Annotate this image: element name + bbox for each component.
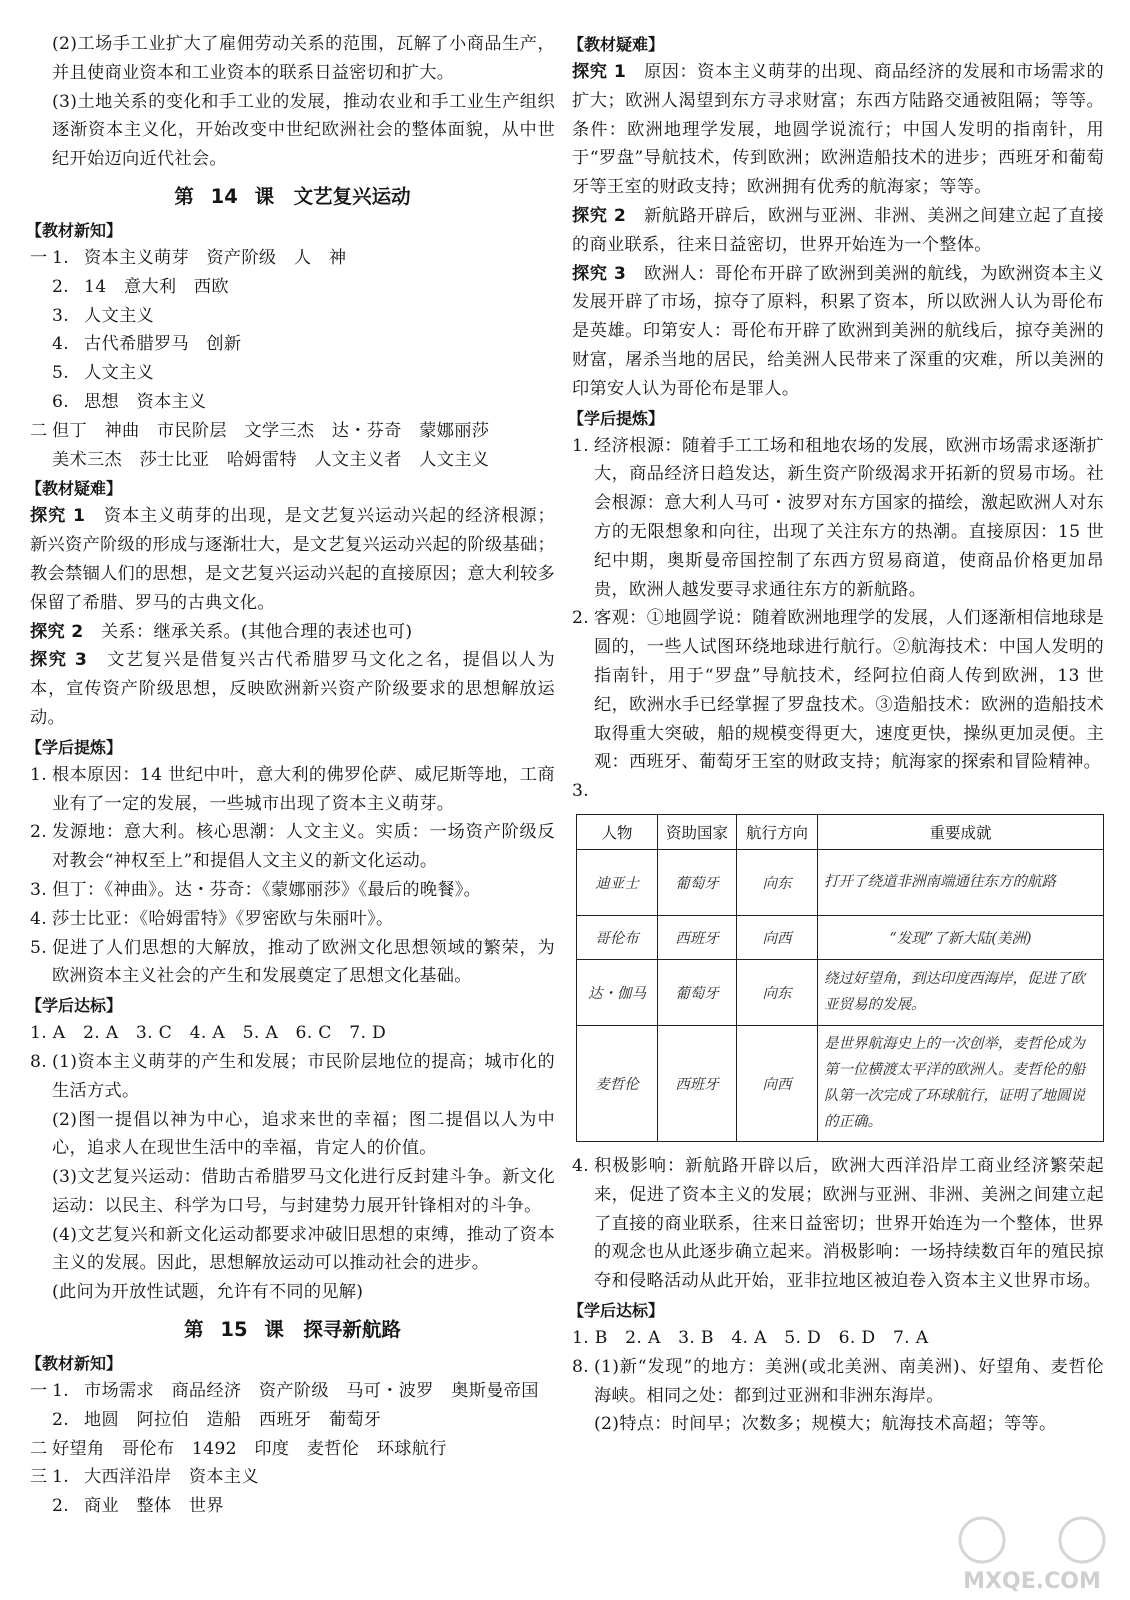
list-item: 一 1. 市场需求 商品经济 资产阶级 马可・波罗 奥斯曼帝国 (30, 1381, 539, 1402)
list-item: 三 1. 大西洋沿岸 资本主义 (30, 1467, 259, 1488)
list-item: 3. 人文主义 (52, 305, 154, 326)
answer-paragraph: (此问为开放性试题，允许有不同的见解) (52, 1282, 364, 1303)
left-column (26, 30, 555, 1521)
column-header: 重要成就 (818, 814, 1104, 849)
section-heading: 【教材疑难】 (568, 35, 665, 54)
list-item: 3. 但丁：《神曲》。达・芬奇：《蒙娜丽莎》《最后的晚餐》。 (30, 879, 482, 900)
right-column (568, 30, 1104, 1439)
list-item: 5. 人文主义 (52, 363, 154, 384)
table-cell: 西班牙 (658, 915, 737, 959)
answer-paragraph: (2)图一提倡以神为中心，追求来世的幸福；图二提倡以人为中心，追求人在现世生活中的幸福，肯定人的价值。 (52, 1109, 555, 1159)
list-item: 2. 14 意大利 西欧 (52, 276, 229, 297)
table-cell: 哥伦布 (577, 915, 658, 959)
list-item: 8. (1)新“发现”的地方：美洲(或北美洲、南美洲)、好望角、麦哲伦海峡。相同之处：都到过亚洲和非洲东海岸。 (572, 1356, 1104, 1406)
explore-item: 探究 2 关系：继承关系。(其他合理的表述也可) (30, 621, 413, 642)
table-header-row (577, 814, 1104, 849)
table-cell: 葡萄牙 (658, 849, 737, 915)
table-cell: “发现”了新大陆(美洲) (818, 915, 1104, 959)
explore-item: 探究 3 欧洲人：哥伦布开辟了欧洲到美洲的航线，为欧洲资本主义发展开辟了市场，掠夺了原料，积累了资本，所以欧洲人认为哥伦布是英雄。印第安人：哥伦布开辟了欧洲到美洲的航线后，掠夺美洲的财富，屠杀当地的居民，给美洲人民带来了深重的灾难，所以美洲的印第安人认为哥伦布是罪人。 (572, 263, 1104, 399)
list-item: 1. 经济根源：随着手工工场和租地农场的发展，欧洲市场需求逐渐扩大，商品经济日趋发达，新生资产阶级渴求开拓新的贸易市场。社会根源：意大利人马可・波罗对东方国家的描绘，激起欧洲人对东方的无限想象和向往，出现了关注东方的热潮。直接原因：15 世纪中期，奥斯曼帝国控制了东西方贸易商道，使商品价格更加昂贵，欧洲人越发要寻求通往东方的新航路。 (572, 435, 1104, 600)
list-item: 8. (1)资本主义萌芽的产生和发展；市民阶层地位的提高；城市化的生活方式。 (30, 1051, 555, 1101)
list-item: 一 1. 资本主义萌芽 资产阶级 人 神 (30, 247, 347, 268)
list-item: 4. 古代希腊罗马 创新 (52, 334, 242, 355)
explorers-table (576, 814, 1104, 1142)
list-item: 二 好望角 哥伦布 1492 印度 麦哲伦 环球航行 (30, 1438, 447, 1459)
table-cell: 达・伽马 (577, 959, 658, 1025)
section-heading: 【学后达标】 (568, 1300, 665, 1320)
answer-key: 1. B 2. A 3. B 4. A 5. D 6. D 7. A (572, 1327, 929, 1348)
table-cell: 打开了绕道非洲南端通往东方的航路 (818, 849, 1104, 915)
explore-item: 探究 1 原因：资本主义萌芽的出现、商品经济的发展和市场需求的扩大；欧洲人渴望到东方寻求财富；东西方陆路交通被阻隔；等等。条件：欧洲地理学发展，地圆学说流行；中国人发明的指南针，用于“罗盘”导航技术，传到欧洲；欧洲造船技术的进步；西班牙和葡萄牙等王室的财政支持；欧洲拥有优秀的航海家；等等。 (572, 62, 1104, 198)
list-item: 美术三杰 莎士比亚 哈姆雷特 人文主义者 人文主义 (52, 449, 490, 470)
table-cell: 迪亚士 (577, 849, 658, 915)
table-cell: 向东 (737, 959, 818, 1025)
table-cell: 向西 (737, 915, 818, 959)
list-item: 1. 根本原因：14 世纪中叶，意大利的佛罗伦萨、威尼斯等地，工商业有了一定的发展，一些城市出现了资本主义萌芽。 (30, 764, 555, 814)
list-item: 6. 思想 资本主义 (52, 391, 207, 412)
table-cell: 绕过好望角，到达印度西海岸，促进了欧亚贸易的发展。 (818, 959, 1104, 1025)
column-header: 航行方向 (737, 814, 818, 849)
list-item: 2. 地圆 阿拉伯 造船 西班牙 葡萄牙 (52, 1409, 382, 1430)
watermark-ring (960, 1518, 1004, 1562)
table-cell: 是世界航海史上的一次创举，麦哲伦成为第一位横渡太平洋的欧洲人。麦哲伦的船队第一次完成了环球航行，证明了地圆说的正确。 (818, 1025, 1104, 1141)
table-row (577, 1025, 1104, 1141)
explore-item: 探究 2 新航路开辟后，欧洲与亚洲、非洲、美洲之间建立起了直接的商业联系，往来日益密切，世界开始连为一个整体。 (572, 205, 1104, 255)
section-heading: 【学后达标】 (26, 996, 123, 1016)
explore-item: 探究 1 资本主义萌芽的出现，是文艺复兴运动兴起的经济根源；新兴资产阶级的形成与逐渐壮大，是文艺复兴运动兴起的阶级基础；教会禁锢人们的思想，是文艺复兴运动兴起的直接原因；意大利较多保留了希腊、罗马的古典文化。 (30, 506, 555, 613)
list-item: 2. 客观：①地圆学说：随着欧洲地理学的发展，人们逐渐相信地球是圆的，一些人试图环绕地球进行航行。②航海技术：中国人发明的指南针，用于“罗盘”导航技术，经阿拉伯商人传到欧洲，13 世纪，欧洲水手已经掌握了罗盘技术。③造船技术：欧洲的造船技术取得重大突破，船的规模变得更大，速度更快，操纵更加灵便。主观：西班牙、葡萄牙王室的财政支持；航海家的探索和冒险精神。 (572, 608, 1104, 773)
list-item: 3. (572, 781, 589, 802)
section-heading: 【学后提炼】 (26, 737, 123, 757)
column-header: 资助国家 (658, 814, 737, 849)
intro-paragraph: (2)工场手工业扩大了雇佣劳动关系的范围，瓦解了小商品生产，并且使商业资本和工业资本的联系日益密切和扩大。 (52, 34, 555, 83)
watermark-text: MXQE.COM (963, 1569, 1101, 1594)
section-heading: 【教材疑难】 (26, 479, 123, 499)
intro-paragraph: (3)土地关系的变化和手工业的发展，推动农业和手工业生产组织逐渐资本主义化，开始改变中世纪欧洲社会的整体面貌，从中世纪开始迈向近代社会。 (52, 91, 555, 170)
answer-paragraph: (4)文艺复兴和新文化运动都要求冲破旧思想的束缚，推动了资本主义的发展。因此，思想解放运动可以推动社会的进步。 (52, 1224, 555, 1274)
table-row (577, 915, 1104, 959)
section-heading: 【教材新知】 (26, 220, 123, 240)
section-heading: 【学后提炼】 (568, 408, 665, 428)
answer-key: 1. A 2. A 3. C 4. A 5. A 6. C 7. D (30, 1023, 387, 1044)
list-item: 2. 发源地：意大利。核心思潮：人文主义。实质：一场资产阶级反对教会“神权至上”和提倡人文主义的新文化运动。 (30, 822, 555, 872)
explore-item: 探究 3 文艺复兴是借复兴古代希腊罗马文化之名，提倡以人为本，宣传资产阶级思想，反映欧洲新兴资产阶级要求的思想解放运动。 (30, 650, 555, 728)
table-cell: 葡萄牙 (658, 959, 737, 1025)
table-cell: 西班牙 (658, 1025, 737, 1141)
table-row (577, 959, 1104, 1025)
answer-paragraph: (2)特点：时间早；次数多；规模大；航海技术高超；等等。 (594, 1414, 1057, 1435)
list-item: 4. 莎士比亚：《哈姆雷特》《罗密欧与朱丽叶》。 (30, 908, 394, 929)
lesson-15-title: 第 15 课 探寻新航路 (184, 1318, 401, 1342)
watermark-ring (1060, 1518, 1104, 1562)
column-header: 人物 (577, 814, 658, 849)
table-row (577, 849, 1104, 915)
table-cell: 向东 (737, 849, 818, 915)
table-cell: 麦哲伦 (577, 1025, 658, 1141)
list-item: 二 但丁 神曲 市民阶层 文学三杰 达・芬奇 蒙娜丽莎 (30, 420, 490, 441)
watermark-logo (942, 1506, 1122, 1596)
list-item: 5. 促进了人们思想的大解放，推动了欧洲文化思想领域的繁荣，为欧洲资本主义社会的产生和发展奠定了思想文化基础。 (30, 937, 555, 987)
list-item: 2. 商业 整体 世界 (52, 1496, 224, 1517)
section-heading: 【教材新知】 (26, 1354, 123, 1374)
lesson-14-title: 第 14 课 文艺复兴运动 (174, 184, 411, 208)
table-cell: 向西 (737, 1025, 818, 1141)
answer-paragraph: (3)文艺复兴运动：借助古希腊罗马文化进行反封建斗争。新文化运动：以民主、科学为口号，与封建势力展开针锋相对的斗争。 (52, 1167, 555, 1216)
list-item: 4. 积极影响：新航路开辟以后，欧洲大西洋沿岸工商业经济繁荣起来，促进了资本主义的发展；欧洲与亚洲、非洲、美洲之间建立起了直接的商业联系，往来日益密切；世界开始连为一个整体，世界的观念也从此逐步确立起来。消极影响：一场持续数百年的殖民掠夺和侵略活动从此开始，亚非拉地区被迫卷入资本主义世界市场。 (572, 1155, 1104, 1292)
